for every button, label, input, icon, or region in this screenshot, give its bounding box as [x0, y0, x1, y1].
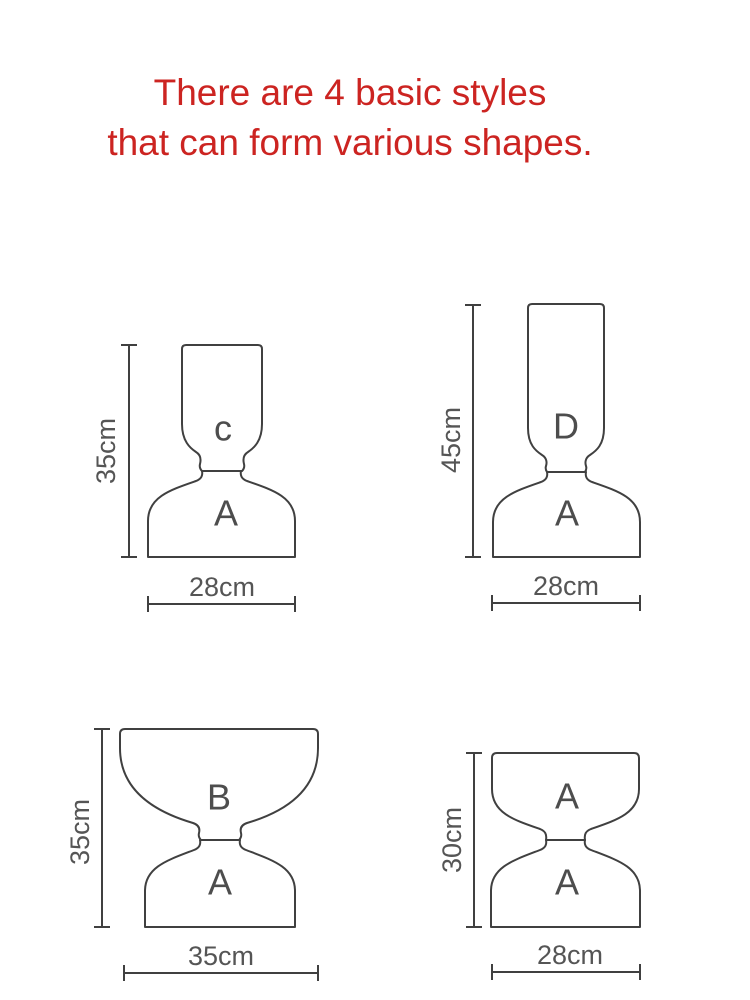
- height-dimension-label: 35cm: [91, 417, 121, 485]
- title-line-2: that can form various shapes.: [107, 122, 593, 163]
- height-dimension-label: 30cm: [437, 806, 467, 874]
- shape-label-top: B: [206, 776, 232, 818]
- shape-label-bottom: A: [213, 492, 239, 534]
- width-dimension-label: 28cm: [532, 571, 600, 601]
- panel-style-d-over-a: [436, 304, 640, 611]
- shape-label-top: D: [553, 405, 579, 447]
- panel-style-b-over-a: [65, 729, 318, 981]
- panel-style-a-over-a: [437, 753, 640, 980]
- width-dimension-label: 28cm: [536, 940, 604, 970]
- shape-label-bottom: A: [207, 861, 233, 903]
- title-line-1: There are 4 basic styles: [153, 72, 547, 113]
- shape-label-bottom: A: [554, 861, 580, 903]
- height-dimension-label: 35cm: [65, 798, 95, 866]
- width-dimension-label: 28cm: [188, 572, 256, 602]
- shape-label-bottom: A: [554, 492, 580, 534]
- height-dimension-label: 45cm: [436, 406, 466, 474]
- shape-d-outline: [528, 304, 604, 472]
- shape-label-top: A: [554, 775, 580, 817]
- width-dimension-label: 35cm: [187, 941, 255, 971]
- shape-label-top: c: [214, 407, 232, 449]
- panel-style-c-over-a: [91, 345, 295, 612]
